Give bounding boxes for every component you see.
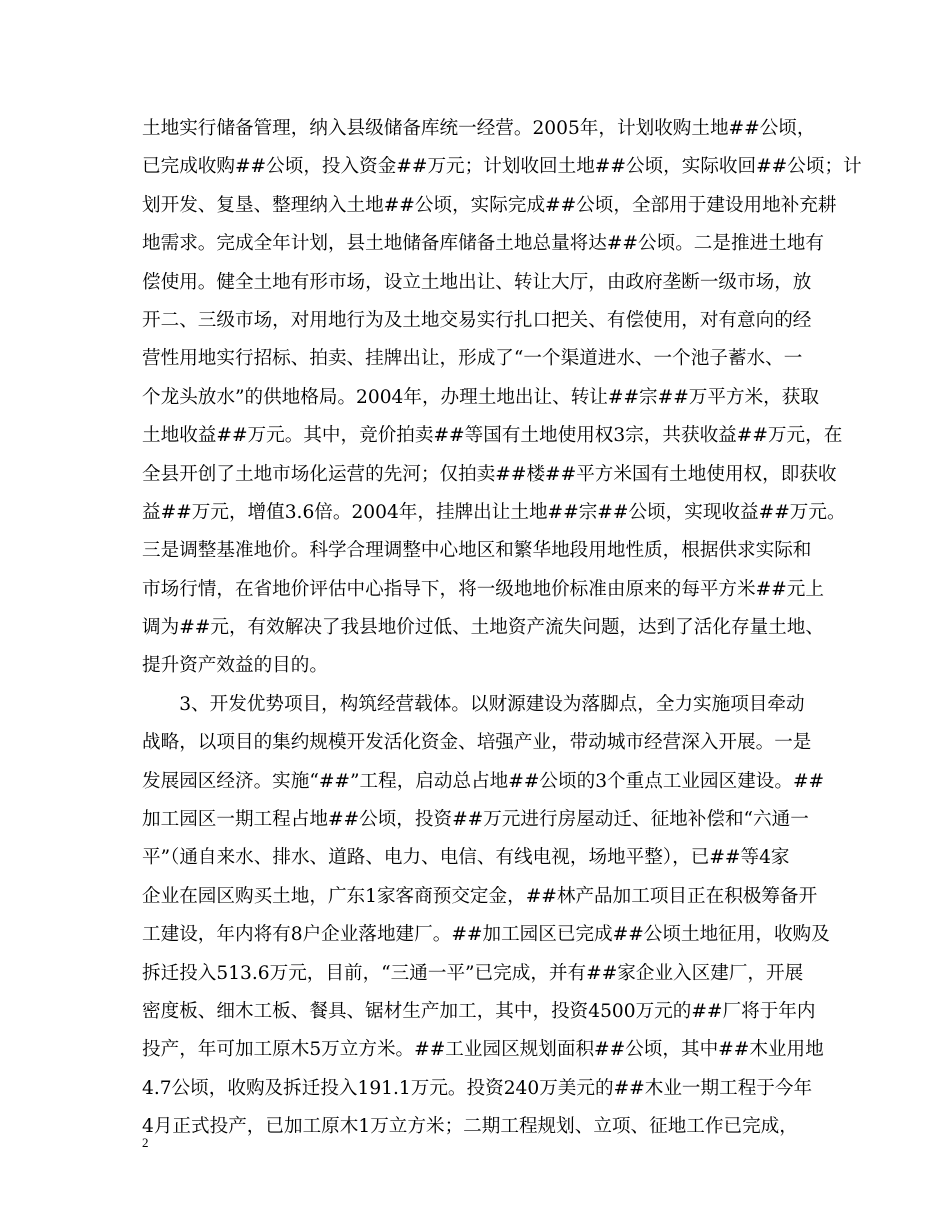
text-line: 个龙头放水”的供地格局。2004年，办理土地出让、转让##宗##万平方米，获取 xyxy=(142,386,819,408)
text-line: 调为##元，有效解决了我县地价过低、土地资产流失问题，达到了活化存量土地、 xyxy=(142,617,824,639)
text-line: 4月正式投产，已加工原木1万立方米；二期工程规划、立项、征地工作已完成， xyxy=(142,1116,798,1138)
text-line: 已完成收购##公顷，投入资金##万元；计划收回土地##公顷，实际收回##公顷；计 xyxy=(142,156,862,178)
text-line: 3、开发优势项目，构筑经营载体。以财源建设为落脚点，全力实施项目牵动 xyxy=(142,693,805,715)
text-line: 投产，年可加工原木5万立方米。##工业园区规划面积##公顷，其中##木业用地 xyxy=(142,1039,824,1061)
text-line: 开二、三级市场，对用地行为及土地交易实行扎口把关、有偿使用，对有意向的经 xyxy=(142,309,812,331)
text-line: 密度板、细木工板、餐具、锯材生产加工，其中，投资4500万元的##厂将于年内 xyxy=(142,1000,816,1022)
text-line: 战略，以项目的集约规模开发活化资金、培强产业，带动城市经营深入开展。一是 xyxy=(142,732,812,754)
text-line: 平”（通自来水、排水、道路、电力、电信、有线电视，场地平整），已##等4家 xyxy=(142,847,790,869)
text-line: 益##万元，增值3.6倍。2004年，挂牌出让土地##宗##公顷，实现收益##万元。 xyxy=(142,501,846,523)
text-line: 土地收益##万元。其中，竞价拍卖##等国有土地使用权3宗，共获收益##万元，在 xyxy=(142,425,843,447)
text-line: 提升资产效益的目的。 xyxy=(142,655,328,677)
text-line: 工建设，年内将有8户企业落地建厂。##加工园区已完成##公顷土地征用，收购及 xyxy=(142,924,830,946)
text-line: 发展园区经济。实施“##”工程，启动总占地##公顷的3个重点工业园区建设。## xyxy=(142,770,825,792)
text-line: 划开发、复垦、整理纳入土地##公顷，实际完成##公顷，全部用于建设用地补充耕 xyxy=(142,194,837,216)
text-line: 市场行情，在省地价评估中心指导下，将一级地地价标准由原来的每平方米##元上 xyxy=(142,578,824,600)
body-text xyxy=(142,110,862,1147)
text-line: 拆迁投入513.6万元，目前，“三通一平”已完成，并有##家企业入区建厂，开展 xyxy=(142,962,804,984)
text-line: 营性用地实行招标、拍卖、挂牌出让，形成了“一个渠道进水、一个池子蓄水、一 xyxy=(142,348,803,370)
text-line: 地需求。完成全年计划，县土地储备库储备土地总量将达##公顷。二是推进土地有 xyxy=(142,233,824,255)
text-line: 全县开创了土地市场化运营的先河；仅拍卖##楼##平方米国有土地使用权，即获收 xyxy=(142,463,837,485)
page-number: 2 xyxy=(142,1135,149,1150)
text-line: 企业在园区购买土地，广东1家客商预交定金，##林产品加工项目正在积极筹备开 xyxy=(142,885,818,907)
text-line: 4.7公顷，收购及拆迁投入191.1万元。投资240万美元的##木业一期工程于今年 xyxy=(142,1077,813,1099)
text-line: 三是调整基准地价。科学合理调整中心地区和繁华地段用地性质，根据供求实际和 xyxy=(142,540,812,562)
text-line: 加工园区一期工程占地##公顷，投资##万元进行房屋动迁、征地补偿和“六通一 xyxy=(142,809,809,831)
text-line: 土地实行储备管理，纳入县级储备库统一经营。2005年，计划收购土地##公顷， xyxy=(142,118,816,139)
text-line: 偿使用。健全土地有形市场，设立土地出让、转让大厅，由政府垄断一级市场，放 xyxy=(142,271,812,293)
